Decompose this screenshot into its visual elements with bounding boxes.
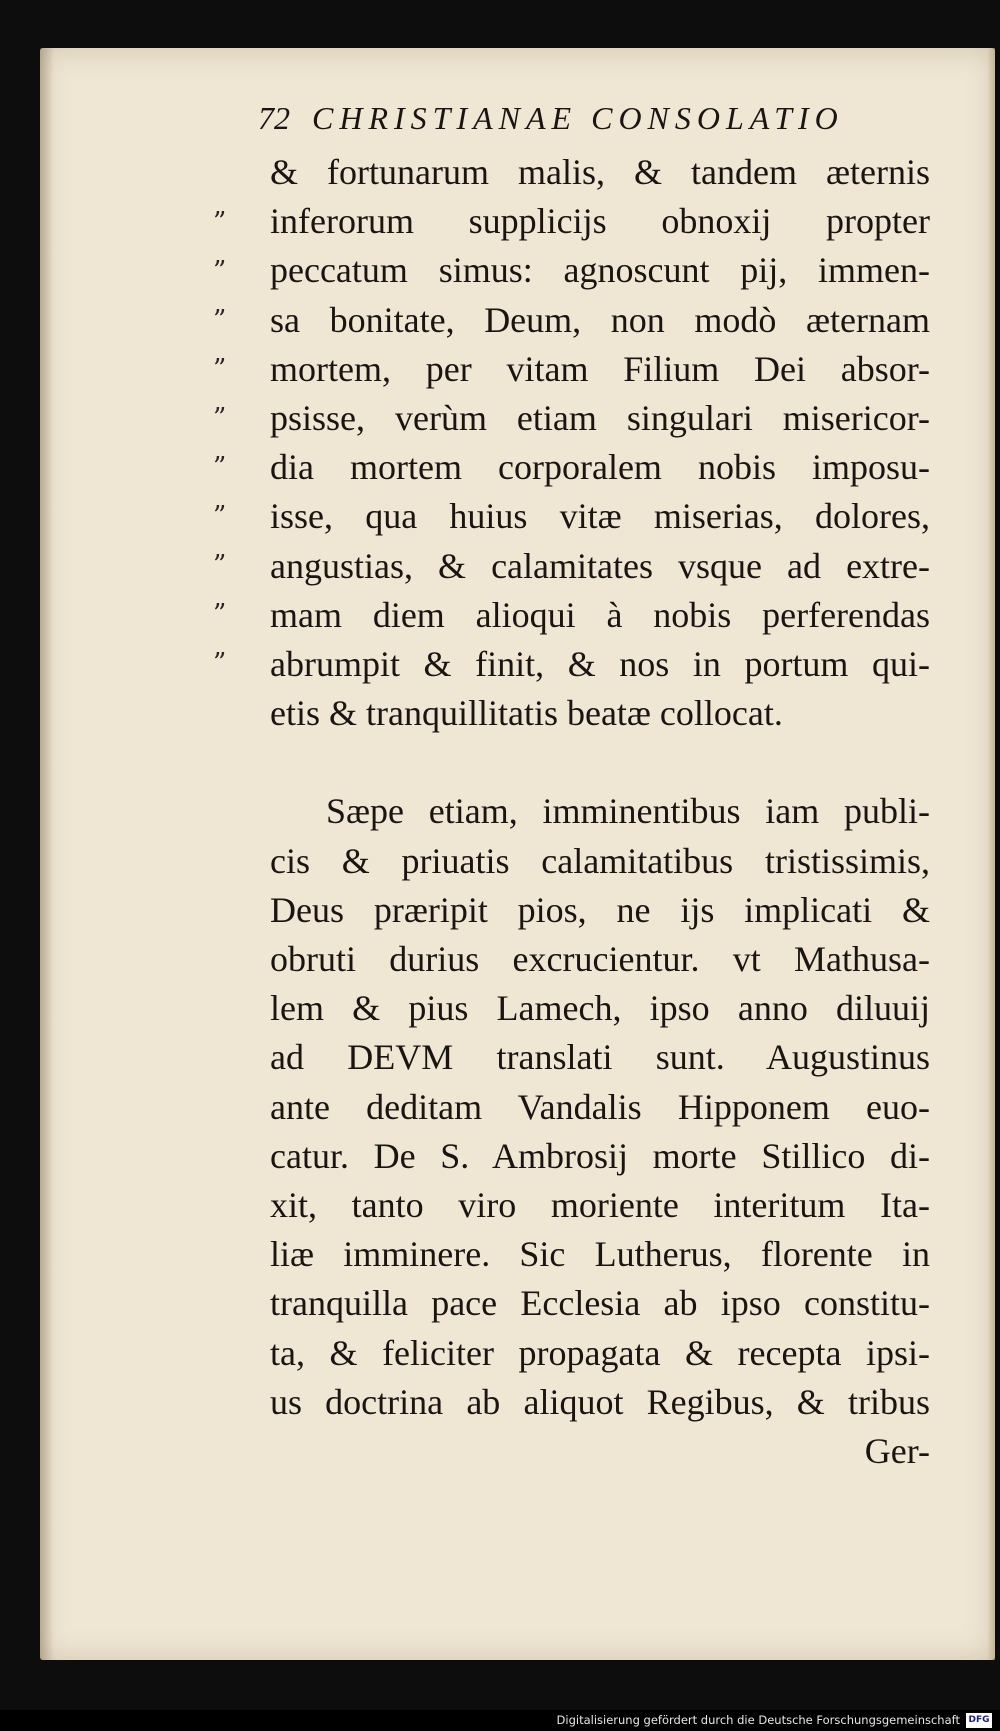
text-line: cis & priuatis calamitatibus tristissimis, (270, 840, 930, 881)
body-text (270, 148, 930, 1476)
text-line: liæ imminere. Sic Lutherus, florente in (270, 1234, 930, 1275)
marginal-quote-mark: ” (213, 256, 229, 286)
text-line: Sæpe etiam, imminentibus iam publi- (326, 791, 930, 832)
text-line: obruti durius excrucientur. vt Mathusa- (270, 939, 930, 979)
marginal-quote-mark: ” (213, 550, 229, 580)
text-line: & fortunarum malis, & tandem æternis (270, 152, 930, 192)
text-line: dia mortem corporalem nobis imposu- (270, 447, 930, 488)
marginal-quote-mark: ” (213, 501, 229, 531)
text-line: catur. De S. Ambrosij morte Stillico di- (270, 1135, 930, 1176)
text-line: peccatum simus: agnoscunt pij, immen- (270, 250, 930, 291)
marginal-quote-mark: ” (213, 599, 229, 629)
text-line: ta, & feliciter propagata & recepta ipsi- (270, 1332, 930, 1373)
footer-credit: Digitalisierung gefördert durch die Deutsche Forschungsgemeinschaft (556, 1713, 960, 1727)
text-line: etis & tranquillitatis beatæ collocat. (270, 693, 783, 734)
text-line: inferorum supplicijs obnoxij propter (270, 201, 930, 242)
marginal-quote-mark: ” (213, 648, 229, 678)
text-line: xit, tanto viro moriente interitum Ita- (270, 1184, 930, 1225)
text-line: sa bonitate, Deum, non modò æternam (270, 299, 930, 340)
text-line: isse, qua huius vitæ miserias, dolores, (270, 496, 930, 537)
text-line: abrumpit & finit, & nos in portum qui- (270, 643, 930, 684)
text-line: ad DEVM translati sunt. Augustinus (270, 1037, 930, 1078)
text-line: psisse, verùm etiam singulari misericor- (270, 397, 930, 438)
page-number: 72 (258, 100, 290, 136)
running-header (258, 100, 948, 148)
text-line: mortem, per vitam Filium Dei absor- (270, 348, 930, 389)
marginal-quote-mark: ” (213, 354, 229, 384)
marginal-quote-mark: ” (213, 305, 229, 335)
page-edge (987, 48, 995, 1660)
running-title: CHRISTIANAE CONSOLATIO (312, 100, 844, 136)
text-line: tranquilla pace Ecclesia ab ipso constitu- (270, 1283, 930, 1324)
paragraph-gap (270, 738, 930, 787)
text-line: Deus præripit pios, ne ijs implicati & (270, 889, 930, 930)
paragraph-1 (270, 148, 930, 738)
text-line: ante deditam Vandalis Hipponem euo- (270, 1086, 930, 1127)
paragraph-2 (270, 787, 930, 1426)
text-line: us doctrina ab aliquot Regibus, & tribus (270, 1381, 930, 1422)
text-line: angustias, & calamitates vsque ad extre- (270, 545, 930, 586)
dfg-logo: DFG (966, 1713, 992, 1728)
digitization-footer (0, 1710, 1000, 1731)
text-line: lem & pius Lamech, ipso anno diluuij (270, 988, 930, 1029)
marginal-quote-mark: ” (213, 403, 229, 433)
marginal-quote-mark: ” (213, 452, 229, 482)
page-gutter-shadow (40, 48, 54, 1660)
catchword: Ger- (864, 1430, 930, 1471)
text-line: mam diem alioqui à nobis perferendas (270, 594, 930, 635)
marginal-quote-mark: ” (213, 207, 229, 237)
